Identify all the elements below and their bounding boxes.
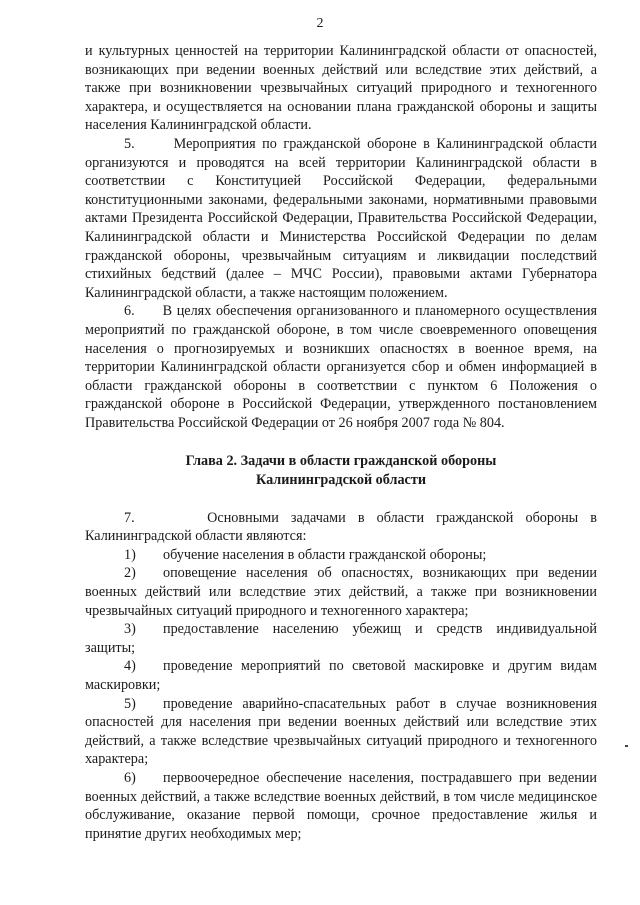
task-number: 4) — [124, 658, 136, 675]
paragraph-continuation: и культурных ценностей на территории Калининградской области от опасностей, возникающих при ведении военных действий или вследствие этих действий, а также при возникновении чрезвычайных ситуаций природного и техногенного характера, и осуществляется на основании плана гражданской обороны и защиты населения Калининградской области. — [85, 43, 597, 134]
task-item — [85, 657, 597, 694]
chapter-title-line-2: Калининградской области — [255, 472, 426, 489]
task-number: 6) — [124, 769, 136, 786]
task-number: 5) — [124, 695, 136, 712]
task-text: предоставление населению убежищ и средств индивидуальной защиты; — [85, 621, 597, 656]
task-text: проведение аварийно-спасательных работ в случае возникновения опасностей для населения при ведении военных действий или вследствие этих действий, а также вследствие чрезвычайных ситуаций природного и техногенного характера; — [85, 695, 597, 768]
scan-mark — [625, 745, 628, 747]
task-item — [85, 564, 597, 620]
paragraph-6: 6. В целях обеспечения организованного и планомерного осуществления мероприятий по гражданской обороне, в том числе своевременного оповещения населения о прогнозируемых и возникших опасностях в военное время, на территории Калининградской области организуется сбор и обмен информацией в области гражданской обороны в соответствии с пунктом 6 Положения о гражданской обороне в Российской Федерации, утвержденного постановлением Правительства Российской Федерации от 26 ноября 2007 года № 804. — [85, 303, 597, 431]
task-item — [85, 546, 597, 565]
document-body — [85, 42, 597, 843]
task-text: проведение мероприятий по световой маскировке и другим видам маскировки; — [85, 658, 597, 693]
task-number: 2) — [124, 565, 136, 582]
task-item — [85, 769, 597, 843]
task-item — [85, 695, 597, 769]
paragraph-5: 5. Мероприятия по гражданской обороне в Калининградской области организуются и проводятся на всей территории Калининградской области в соответствии с Конституцией Российской Федерации, федеральными конституционными законами, федеральными законами, нормативными правовыми актами Президента Российской Федерации, Правительства Российской Федерации, Калининградской области и Министерства Российской Федерации по делам гражданской обороны, чрезвычайным ситуациям и ликвидации последствий стихийных бедствий (далее – МЧС России), правовыми актами Губернатора Калининградской области, а также настоящим положением. — [85, 135, 597, 301]
task-item — [85, 620, 597, 657]
chapter-title-line-1: Глава 2. Задачи в области гражданской обороны — [185, 453, 497, 470]
task-text: первоочередное обеспечение населения, пострадавшего при ведении военных действий, а также вследствие военных действий, в том числе медицинское обслуживание, оказание первой помощи, срочное предоставление жилья и принятие других необходимых мер; — [85, 769, 597, 842]
task-number: 3) — [124, 621, 136, 638]
task-text: обучение населения в области гражданской обороны; — [163, 546, 487, 563]
task-number: 1) — [124, 546, 136, 563]
chapter-heading — [85, 452, 597, 489]
page-number: 2 — [316, 16, 324, 31]
task-list — [85, 546, 597, 844]
paragraph-7: 7. Основными задачами в области гражданской обороны в Калининградской области являются: — [85, 509, 597, 545]
task-text: оповещение населения об опасностях, возникающих при ведении военных действий или вследствие этих действий, а также при возникновении чрезвычайных ситуаций природного и техногенного характера; — [85, 565, 597, 619]
